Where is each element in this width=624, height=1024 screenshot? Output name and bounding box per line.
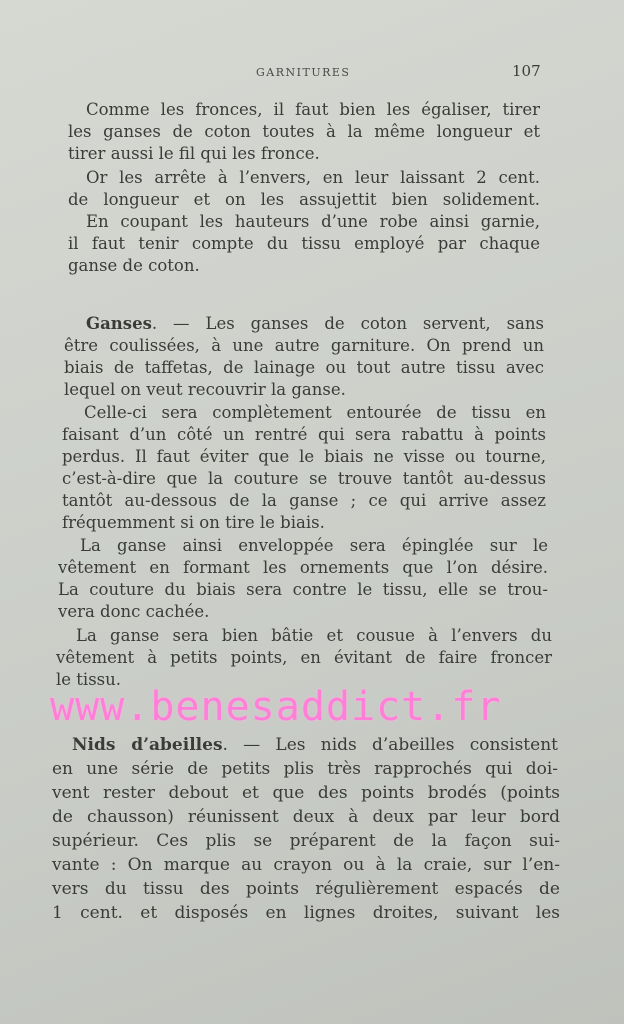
paragraph-4-line-1-text: . — Les ganses de coton servent, sans — [151, 314, 544, 333]
paragraph-2-line-2: de longueur et on les assujettit bien solidement. — [68, 190, 540, 209]
paragraph-5-line-3: perdus. Il faut éviter que le biais ne visse ou tourne, — [62, 447, 546, 466]
paragraph-6-line-2: vêtement en formant les ornements que l’on désire. — [58, 558, 548, 577]
watermark-text: www.benesaddict.fr — [50, 684, 502, 730]
paragraph-4-line-2: être coulissées, à une autre garniture. On prend un — [64, 336, 544, 355]
paragraph-3-line-1: En coupant les hauteurs d’une robe ainsi garnie, — [86, 212, 540, 231]
paragraph-5-line-4: c’est-à-dire que la couture se trouve tantôt au-dessus — [62, 469, 546, 488]
paragraph-8-line-6: vante : On marque au crayon ou à la craie, sur l’en- — [52, 855, 560, 875]
paragraph-2-line-1: Or les arrête à l’envers, en leur laissant 2 cent. — [86, 168, 540, 187]
paragraph-5-line-6: fréquemment si on tire le biais. — [62, 513, 325, 532]
paragraph-5-line-2: faisant d’un côté un rentré qui sera rabattu à points — [62, 425, 546, 444]
paragraph-8-line-1-text: . — Les nids d’abeilles consistent — [222, 735, 558, 755]
paragraph-8-line-3: vent rester debout et que des points brodés (points — [52, 783, 560, 803]
paragraph-8-line-2: en une série de petits plis très rapprochés qui doi- — [52, 759, 558, 779]
paragraph-6-line-1: La ganse ainsi enveloppée sera épinglée sur le — [80, 536, 548, 555]
paragraph-8-line-1 — [72, 735, 558, 755]
paragraph-5-line-1: Celle-ci sera complètement entourée de tissu en — [84, 403, 546, 422]
section-heading-nids-dabeilles: Nids d’abeilles — [72, 735, 223, 755]
paragraph-8-line-8: 1 cent. et disposés en lignes droites, suivant les — [52, 903, 560, 923]
paragraph-4-line-1 — [86, 314, 544, 333]
paragraph-4-line-4: lequel on veut recouvrir la ganse. — [64, 380, 346, 399]
paragraph-6-line-3: La couture du biais sera contre le tissu, elle se trou- — [58, 580, 548, 599]
paragraph-3-line-3: ganse de coton. — [68, 256, 200, 275]
paragraph-5-line-5: tantôt au-dessous de la ganse ; ce qui arrive assez — [62, 491, 546, 510]
paragraph-7-line-3: le tissu. — [56, 670, 122, 689]
section-heading-ganses: Ganses — [86, 314, 152, 333]
paragraph-8-line-4: de chausson) réunissent deux à deux par leur bord — [52, 807, 560, 827]
paragraph-7-line-1: La ganse sera bien bâtie et cousue à l’envers du — [76, 626, 552, 645]
paragraph-1-line-1: Comme les fronces, il faut bien les égaliser, tirer — [86, 100, 540, 119]
running-title: GARNITURES — [256, 66, 351, 79]
paragraph-6-line-4: vera donc cachée. — [58, 602, 210, 621]
page-number: 107 — [512, 62, 541, 80]
paragraph-7-line-2: vêtement à petits points, en évitant de faire froncer — [56, 648, 552, 667]
paragraph-8-line-5: supérieur. Ces plis se préparent de la façon sui- — [52, 831, 560, 851]
paragraph-4-line-3: biais de taffetas, de lainage ou tout autre tissu avec — [64, 358, 544, 377]
paragraph-3-line-2: il faut tenir compte du tissu employé par chaque — [68, 234, 540, 253]
paragraph-1-line-2: les ganses de coton toutes à la même longueur et — [68, 122, 540, 141]
paragraph-8-line-7: vers du tissu des points régulièrement espacés de — [52, 879, 560, 899]
page-header — [0, 62, 624, 82]
paragraph-1-line-3: tirer aussi le fil qui les fronce. — [68, 144, 320, 163]
